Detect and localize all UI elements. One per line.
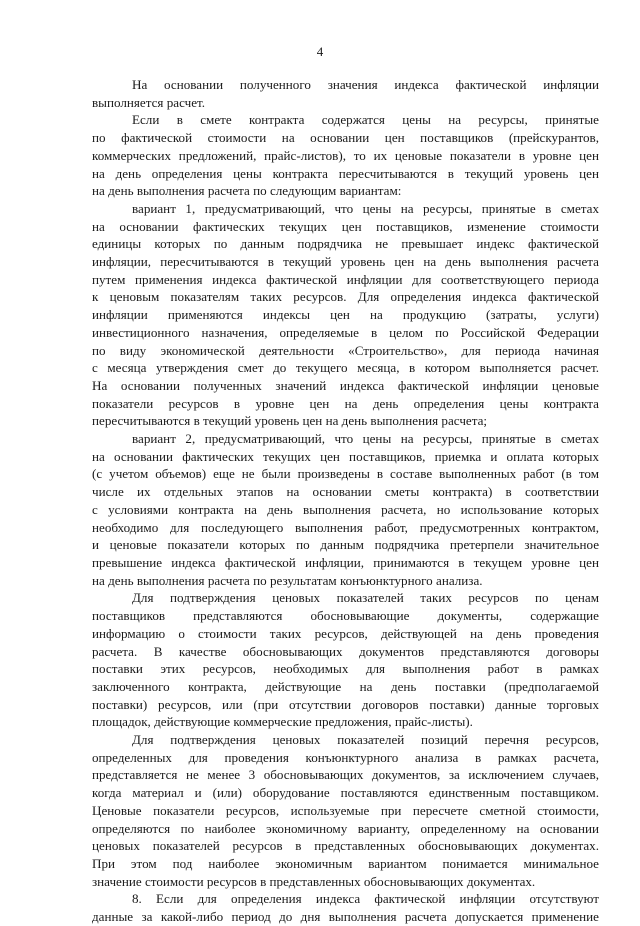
paragraph — [92, 76, 599, 111]
text-line: коммерческих предложений, прайс-листов), то их ценовые показатели в уровне цен — [92, 147, 599, 163]
text-line: числе их отдельных этапов на основании сметы контракта) в соответствии — [92, 484, 599, 500]
text-line: На основании полученных значений индекса фактической инфляции ценовые — [92, 377, 599, 393]
text-line: по фактической стоимости на основании цен поставщиков (прейскурантов, — [92, 130, 599, 146]
paragraph — [92, 111, 599, 200]
text-line: поставщиков представляются обосновывающие документы, содержащие — [92, 608, 599, 624]
text-line: по виду экономической деятельности «Строительство», для периода начиная — [92, 342, 599, 358]
text-line: инфляции, пересчитываются в текущий уровень цен на день выполнения расчета — [92, 254, 599, 270]
page-number: 4 — [316, 44, 324, 59]
text-line: необходимо для последующего выполнения работ, предусмотренных контрактом, — [92, 519, 599, 535]
text-line: информацию о стоимости таких ресурсов, действующей на день проведения — [92, 625, 599, 641]
text-line: на основании фактических текущих цен поставщиков, приемка и оплата которых — [92, 448, 599, 464]
text-line: и ценовые показатели которых по данным подрядчика претерпели значительное — [92, 537, 599, 553]
text-line: представляется не менее 3 обосновывающих документов, за исключением случаев, — [92, 767, 599, 783]
text-line: (с учетом объемов) еще не были произведены в составе выполненных работ (в том — [92, 466, 599, 482]
text-line: 8. Если для определения индекса фактической инфляции отсутствуют — [132, 891, 599, 907]
text-line: поставки этих ресурсов, необходимых для выполнения работ в рамках — [92, 661, 599, 677]
text-line: На основании полученного значения индекса фактической инфляции — [132, 77, 599, 92]
paragraph — [92, 430, 599, 589]
text-line: показатели ресурсов в уровне цен на день определения цены контракта — [92, 395, 599, 411]
text-line: единицы которых по данным подрядчика не превышает индекс фактической — [92, 236, 599, 252]
text-line: вариант 1, предусматривающий, что цены на ресурсы, принятые в сметах — [132, 200, 599, 216]
paragraph — [92, 731, 599, 890]
text-line: на день выполнения расчета по следующим вариантам: — [92, 183, 402, 199]
text-line: поставки) ресурсов, или (при отсутствии договоров поставки) данные торговых — [92, 696, 599, 712]
document-body — [92, 76, 599, 926]
text-line: на день определения цены контракта пересчитываются в текущий уровень цен — [92, 165, 599, 181]
text-line: выполняется расчет. — [92, 94, 206, 110]
text-line: Для подтверждения ценовых показателей позиций перечня ресурсов, — [132, 732, 599, 748]
text-line: Если в смете контракта содержатся цены на ресурсы, принятые — [132, 112, 599, 128]
text-line: с условиями контракта на день выполнения расчета, но использование которых — [92, 501, 599, 517]
text-line: когда материал и (или) оборудование поставляются единственным поставщиком. — [92, 785, 599, 801]
text-line: пересчитываются в текущий уровень цен на день выполнения расчета; — [92, 413, 488, 429]
text-line: на день выполнения расчета по результатам конъюнктурного анализа. — [92, 572, 483, 588]
text-line: определяются по наиболее экономичному варианту, определенному на основании — [92, 820, 599, 836]
text-line: вариант 2, предусматривающий, что цены на ресурсы, принятые в сметах — [132, 431, 599, 447]
text-line: инфляции применяются индексы цен на продукцию (затраты, услуги) — [92, 307, 599, 323]
text-line: площадок, действующие коммерческие предложения, прайс-листы). — [92, 714, 473, 730]
text-line: превышение индекса фактической инфляции, принимаются в текущем уровне цен — [92, 554, 599, 570]
paragraph — [92, 200, 599, 430]
text-line: При этом под наиболее экономичным вариантом понимается минимальное — [92, 855, 599, 871]
text-line: Ценовые показатели ресурсов, используемые при пересчете сметной стоимости, — [92, 802, 599, 818]
text-line: заключенного контракта, действующие на день поставки (предполагаемой — [92, 678, 599, 694]
text-line: значение стоимости ресурсов в представленных обосновывающих документах. — [92, 873, 536, 889]
paragraph — [92, 589, 599, 731]
text-line: расчета. В качестве обосновывающих документов представляются договоры — [92, 643, 599, 659]
text-line: инвестиционного назначения, определяемые в целом по Российской Федерации — [92, 324, 599, 340]
text-line: определенных для проведения конъюнктурного анализа в рамках расчета, — [92, 749, 599, 765]
text-line: Для подтверждения ценовых показателей таких ресурсов по ценам — [132, 590, 599, 606]
text-line: ценовых показателей ресурсов в представленных обосновывающих документах. — [92, 838, 599, 854]
text-line: на основании фактических текущих цен поставщиков, изменение стоимости — [92, 218, 599, 234]
paragraph — [92, 890, 599, 925]
text-line: к ценовым показателям таких ресурсов. Для определения индекса фактической — [92, 289, 599, 305]
text-line: с месяца утверждения смет до текущего месяца, в котором выполняется расчет. — [92, 360, 599, 376]
text-line: данные за какой-либо период до дня выполнения расчета допускается применение — [92, 909, 599, 925]
text-line: путем применения индекса фактической инфляции для соответствующего периода — [92, 271, 599, 287]
